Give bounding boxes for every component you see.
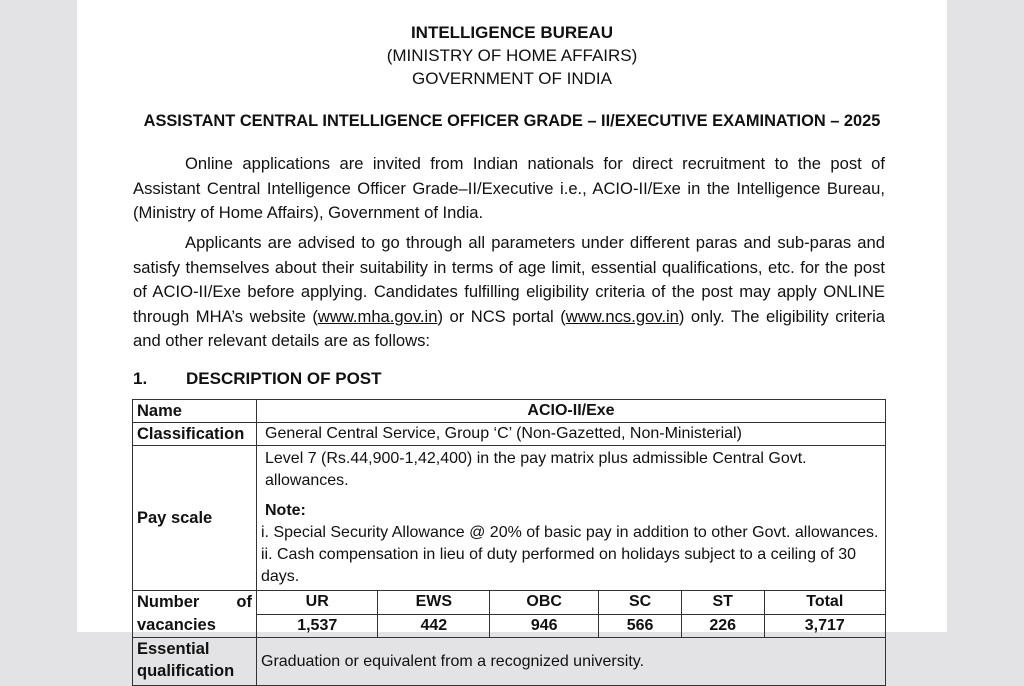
section-title: DESCRIPTION OF POST [186, 369, 382, 388]
essential-qualification-label: Essential qualification [133, 638, 257, 686]
vacancies-label-b: of [236, 593, 252, 611]
intro-paragraph [133, 152, 885, 226]
advice-text-a: Applicants are advised to go through all parameters under different paras and sub-paras and satisfy themselves about their suitability in terms of age limit, essential qualifications, etc. for the post of ACIO-II/Exe before applying. Candidates fulfilling eligibility criteria of the post may apply ONLINE through MHA’s website ( [133, 233, 885, 326]
table-row [133, 446, 886, 591]
vacancy-category: UR [257, 591, 378, 614]
vacancies-cell [257, 591, 886, 638]
advice-text-c: ) only. The eligibility criteria and other relevant details are as follows: [133, 306, 885, 351]
vacancies-label [133, 591, 257, 638]
vacancy-category: OBC [490, 591, 599, 614]
vacancy-category: SC [599, 591, 682, 614]
vacancy-count: 566 [599, 614, 682, 637]
exam-title: ASSISTANT CENTRAL INTELLIGENCE OFFICER GRADE – II/EXECUTIVE EXAMINATION – 2025 [143, 112, 881, 130]
vacancy-count: 3,717 [804, 616, 845, 634]
table-row [133, 400, 886, 423]
vacancy-category: EWS [378, 591, 490, 614]
post-description-table [132, 399, 886, 686]
note-label: Note: [265, 502, 306, 519]
vacancy-count: 442 [378, 614, 490, 637]
classification-label: Classification [133, 423, 257, 446]
vacancy-count: 1,537 [257, 614, 378, 637]
government-line: GOVERNMENT OF INDIA [412, 69, 612, 88]
note-item-i: i. Special Security Allowance @ 20% of basic pay in addition to other Govt. allowances. [261, 524, 879, 541]
pay-level-text: Level 7 (Rs.44,900-1,42,400) in the pay matrix plus admissible Central Govt. allowances. [265, 450, 807, 489]
vacancies-label-c: vacancies [137, 616, 216, 634]
mha-website-link[interactable]: www.mha.gov.in [317, 306, 438, 326]
org-title: INTELLIGENCE BUREAU [410, 23, 614, 42]
vacancy-count: 946 [490, 614, 599, 637]
ministry-line: (MINISTRY OF HOME AFFAIRS) [386, 46, 638, 65]
name-value: ACIO-II/Exe [257, 400, 886, 423]
vacancy-count: 226 [681, 614, 764, 637]
name-label: Name [133, 400, 257, 423]
intro-text: Online applications are invited from Indian nationals for direct recruitment to the post of Assistant Central Intelligence Officer Grade–II/Executive i.e., ACIO-II/Exe in the Intelligence Bureau, (Ministry of Home Affairs), Government of India. [133, 154, 885, 223]
table-row [133, 423, 886, 446]
vacancies-label-a: Number [137, 593, 200, 611]
table-row [133, 591, 886, 638]
table-row [133, 638, 886, 686]
advice-text-b: ) or NCS portal ( [437, 306, 566, 326]
note-item-ii: ii. Cash compensation in lieu of duty performed on holidays subject to a ceiling of 30 days. [261, 546, 857, 585]
ncs-portal-link[interactable]: www.ncs.gov.in [565, 306, 679, 326]
essential-qualification-value: Graduation or equivalent from a recognized university. [257, 638, 886, 686]
pay-scale-cell [257, 446, 886, 591]
vacancy-category: ST [681, 591, 764, 614]
vacancies-table [257, 591, 885, 637]
vacancy-category: Total [764, 591, 885, 614]
classification-value: General Central Service, Group ‘C’ (Non-Gazetted, Non-Ministerial) [257, 423, 886, 446]
section-number: 1. [133, 369, 148, 388]
advice-paragraph [133, 231, 885, 354]
pay-scale-label: Pay scale [133, 446, 257, 591]
document-page [77, 0, 947, 680]
section-heading [133, 369, 382, 389]
